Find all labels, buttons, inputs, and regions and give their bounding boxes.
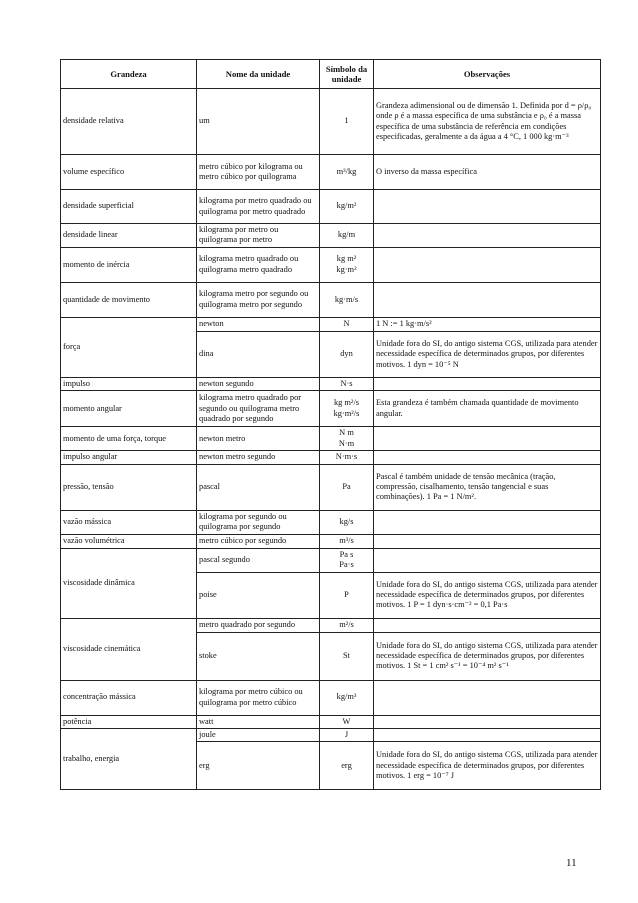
cell-observacoes <box>374 427 601 451</box>
cell-simbolo <box>320 427 374 451</box>
cell-nome: kilograma por segundo ou quilograma por segundo <box>197 510 320 534</box>
table-header-row <box>61 60 601 89</box>
cell-observacoes: Grandeza adimensional ou de dimensão 1. Definida por d = ρ/ρ₀ onde ρ é a massa específica de uma substância e ρ₀ é a massa específica de uma substância de referência em condições especificadas, geralmente a da água a 4 °C, 1 000 kg·m⁻³ <box>374 89 601 155</box>
cell-simbolo <box>320 224 374 248</box>
cell-grandeza: impulso angular <box>61 451 197 464</box>
cell-grandeza: momento de uma força, torque <box>61 427 197 451</box>
symbol: N·s <box>340 378 353 388</box>
symbol: m³/kg <box>336 166 357 176</box>
cell-simbolo <box>320 317 374 331</box>
symbol: St <box>343 650 350 660</box>
cell-nome: newton segundo <box>197 377 320 390</box>
table-row <box>61 224 601 248</box>
table-row <box>61 510 601 534</box>
cell-simbolo <box>320 377 374 390</box>
units-table <box>60 59 601 790</box>
cell-nome: dina <box>197 331 320 377</box>
table-row <box>61 715 601 728</box>
cell-simbolo <box>320 451 374 464</box>
cell-observacoes <box>374 190 601 224</box>
cell-observacoes <box>374 510 601 534</box>
cell-grandeza: densidade linear <box>61 224 197 248</box>
cell-nome: watt <box>197 715 320 728</box>
cell-observacoes <box>374 618 601 632</box>
table-row <box>61 464 601 510</box>
symbol: kg/m³ <box>336 692 357 702</box>
header-nome: Nome da unidade <box>197 60 320 89</box>
cell-simbolo <box>320 729 374 742</box>
cell-simbolo <box>320 247 374 282</box>
cell-simbolo <box>320 510 374 534</box>
cell-nome: kilograma por metro cúbico ou quilograma por metro cúbico <box>197 680 320 715</box>
cell-nome: kilograma metro por segundo ou quilograma metro por segundo <box>197 282 320 317</box>
table-row <box>61 534 601 548</box>
symbol: 1 <box>344 116 349 126</box>
cell-observacoes <box>374 224 601 248</box>
cell-observacoes <box>374 715 601 728</box>
cell-simbolo <box>320 391 374 427</box>
cell-grandeza: densidade relativa <box>61 89 197 155</box>
page-number: 11 <box>566 857 577 869</box>
cell-grandeza: volume específico <box>61 155 197 190</box>
symbol: W <box>342 716 351 726</box>
cell-observacoes: 1 N := 1 kg·m/s² <box>374 317 601 331</box>
cell-observacoes <box>374 451 601 464</box>
cell-observacoes <box>374 548 601 572</box>
cell-simbolo <box>320 464 374 510</box>
symbol: kg m²/s <box>333 398 360 408</box>
cell-nome: joule <box>197 729 320 742</box>
cell-observacoes: Unidade fora do SI, do antigo sistema CGS, utilizada para atender necessidade específica de determinados grupos, por diferentes motivos. 1 P = 1 dyn·s·cm⁻² = 0,1 Pa·s <box>374 572 601 618</box>
cell-grandeza: viscosidade dinâmica <box>61 548 197 618</box>
cell-simbolo <box>320 572 374 618</box>
header-grandeza: Grandeza <box>61 60 197 89</box>
table-row <box>61 391 601 427</box>
cell-nome: metro quadrado por segundo <box>197 618 320 632</box>
table-row <box>61 729 601 742</box>
header-simbolo: Símbolo da unidade <box>320 60 374 89</box>
cell-nome: poise <box>197 572 320 618</box>
cell-observacoes <box>374 247 601 282</box>
cell-grandeza: viscosidade cinemática <box>61 618 197 680</box>
symbol: N·m·s <box>335 452 358 462</box>
cell-observacoes <box>374 534 601 548</box>
table-row <box>61 618 601 632</box>
cell-simbolo <box>320 534 374 548</box>
cell-grandeza: vazão mássica <box>61 510 197 534</box>
cell-nome: pascal <box>197 464 320 510</box>
cell-simbolo <box>320 680 374 715</box>
table-row <box>61 247 601 282</box>
cell-simbolo <box>320 548 374 572</box>
symbol: kg/s <box>339 516 354 526</box>
cell-simbolo <box>320 190 374 224</box>
table-row <box>61 680 601 715</box>
cell-nome: stoke <box>197 632 320 680</box>
table-row <box>61 451 601 464</box>
cell-grandeza: força <box>61 317 197 377</box>
cell-observacoes <box>374 729 601 742</box>
symbol: erg <box>341 760 352 770</box>
cell-grandeza: momento angular <box>61 391 197 427</box>
cell-grandeza: quantidade de movimento <box>61 282 197 317</box>
symbol: m³/s <box>339 535 354 545</box>
symbol: kg·m²/s <box>333 408 360 418</box>
symbol: N m <box>339 428 354 438</box>
symbol: kg m² <box>336 254 357 264</box>
cell-simbolo <box>320 331 374 377</box>
symbol: Pa <box>342 481 351 491</box>
units-table-container <box>60 59 600 790</box>
cell-simbolo <box>320 89 374 155</box>
cell-observacoes <box>374 680 601 715</box>
cell-observacoes <box>374 282 601 317</box>
symbol: Pa·s <box>339 560 354 570</box>
cell-observacoes: Unidade fora do SI, do antigo sistema CGS, utilizada para atender necessidade específica de determinados grupos, por diferentes motivos. 1 dyn = 10⁻⁵ N <box>374 331 601 377</box>
cell-simbolo <box>320 715 374 728</box>
symbol: N <box>343 319 350 329</box>
cell-observacoes: Esta grandeza é também chamada quantidade de movimento angular. <box>374 391 601 427</box>
table-row <box>61 317 601 331</box>
symbol: P <box>344 589 349 599</box>
cell-nome: kilograma por metro ou quilograma por metro <box>197 224 320 248</box>
cell-nome: um <box>197 89 320 155</box>
cell-observacoes <box>374 377 601 390</box>
cell-simbolo <box>320 155 374 190</box>
cell-simbolo <box>320 742 374 790</box>
cell-grandeza: potência <box>61 715 197 728</box>
symbol: N·m <box>338 438 355 448</box>
table-row <box>61 155 601 190</box>
cell-grandeza: impulso <box>61 377 197 390</box>
cell-grandeza: momento de inércia <box>61 247 197 282</box>
symbol: dyn <box>340 349 353 359</box>
cell-grandeza: densidade superficial <box>61 190 197 224</box>
cell-nome: newton metro <box>197 427 320 451</box>
symbol: m²/s <box>339 619 354 629</box>
cell-observacoes: Unidade fora do SI, do antigo sistema CGS, utilizada para atender necessidade específica de determinados grupos, por diferentes motivos. 1 St = 1 cm² s⁻¹ = 10⁻⁴ m² s⁻¹ <box>374 632 601 680</box>
cell-grandeza: pressão, tensão <box>61 464 197 510</box>
cell-grandeza: concentração mássica <box>61 680 197 715</box>
cell-nome: kilograma por metro quadrado ou quilograma por metro quadrado <box>197 190 320 224</box>
cell-observacoes: O inverso da massa específica <box>374 155 601 190</box>
cell-nome: metro cúbico por kilograma ou metro cúbico por quilograma <box>197 155 320 190</box>
table-row <box>61 427 601 451</box>
symbol: kg/m <box>337 230 356 240</box>
cell-grandeza: trabalho, energia <box>61 729 197 790</box>
cell-grandeza: vazão volumétrica <box>61 534 197 548</box>
table-row <box>61 89 601 155</box>
cell-nome: metro cúbico por segundo <box>197 534 320 548</box>
cell-nome: kilograma metro quadrado por segundo ou quilograma metro quadrado por segundo <box>197 391 320 427</box>
symbol: J <box>344 730 349 740</box>
cell-observacoes: Unidade fora do SI, do antigo sistema CGS, utilizada para atender necessidade específica de determinados grupos, por diferentes motivos. 1 erg = 10⁻⁷ J <box>374 742 601 790</box>
cell-nome: newton <box>197 317 320 331</box>
table-row <box>61 377 601 390</box>
table-row <box>61 548 601 572</box>
symbol: kg/m² <box>336 201 357 211</box>
cell-simbolo <box>320 618 374 632</box>
table-row <box>61 282 601 317</box>
table-row <box>61 190 601 224</box>
symbol: kg·m/s <box>334 294 359 304</box>
cell-simbolo <box>320 282 374 317</box>
cell-nome: kilograma metro quadrado ou quilograma metro quadrado <box>197 247 320 282</box>
header-observacoes: Observações <box>374 60 601 89</box>
symbol: Pa s <box>339 549 354 559</box>
cell-nome: newton metro segundo <box>197 451 320 464</box>
cell-observacoes: Pascal é também unidade de tensão mecânica (tração, compressão, cisalhamento, tensão tangencial e suas combinações). 1 Pa = 1 N/m². <box>374 464 601 510</box>
symbol: kg·m² <box>336 264 357 274</box>
cell-nome: erg <box>197 742 320 790</box>
cell-nome: pascal segundo <box>197 548 320 572</box>
cell-simbolo <box>320 632 374 680</box>
